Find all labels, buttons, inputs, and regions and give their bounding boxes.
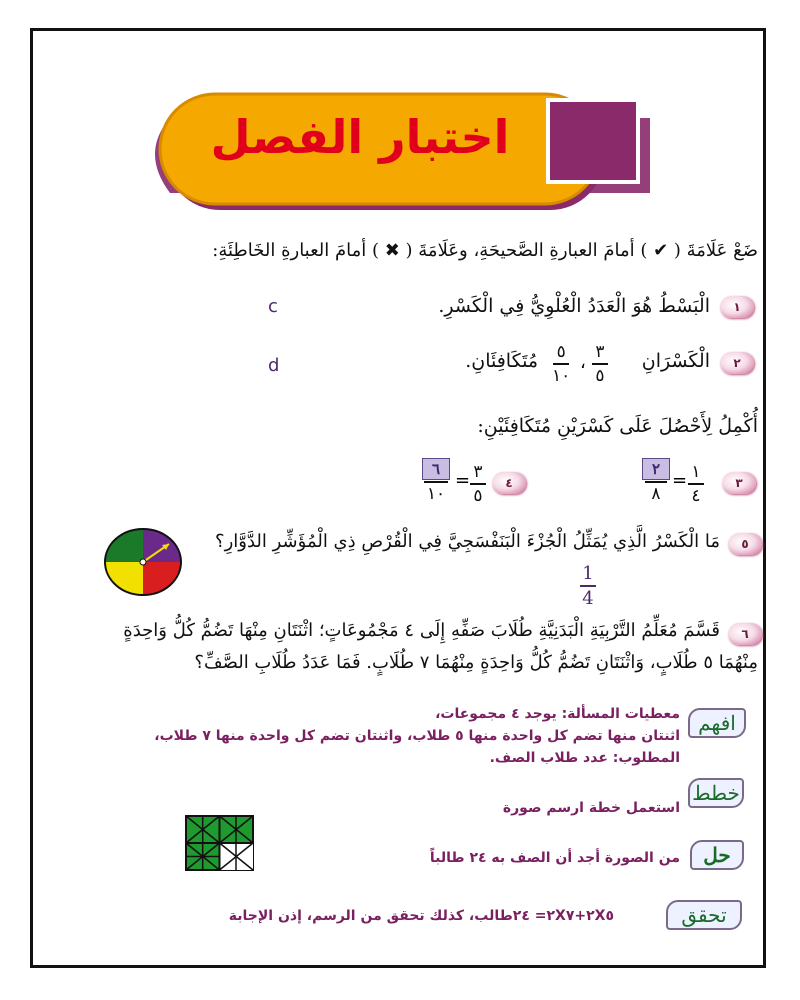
- question-4-answer-fraction: ٦ ١٠: [422, 458, 450, 504]
- question-number-5: ٥: [728, 533, 762, 555]
- question-6-line-1: قَسَّمَ مُعَلِّمُ التَّرْبِيَةِ الْبَدَنِيَّةِ طُلَابَ صَفِّهِ إِلَى ٤ مَجْمُوعَاتٍ؛ اثْنَتَانِ مِنْهَا تَضُمُّ كُلُّ وَاحِدَةٍ: [123, 620, 720, 641]
- question-2-separator: ،: [580, 352, 586, 373]
- solve-text: من الصورة أجد أن الصف به ٢٤ طالباً: [429, 850, 680, 866]
- true-false-instruction: ضَعْ عَلَامَةَ ( ✔ ) أمامَ العبارةِ الصَّحيحَةِ، وعَلَامَةَ ( ✖ ) أمامَ العبارةِ الخَاطِئَةِ:: [212, 240, 758, 261]
- banner-square: [548, 100, 638, 182]
- question-5-text: مَا الْكَسْرُ الَّذِي يُمَثِّلُ الْجُزْءَ الْبَنَفْسَجِيَّ فِي الْقُرْصِ ذِي الْمُؤَشِّرِ الدَّوَّارِ؟: [215, 531, 720, 552]
- question-2-fraction-2: ٥ ١٠: [552, 342, 571, 386]
- question-4-equals: =: [455, 470, 471, 491]
- question-4-given-fraction: ٣ ٥: [470, 462, 486, 506]
- understand-line-3: المطلوب: عدد طلاب الصف.: [489, 750, 680, 766]
- question-5-answer-fraction: 1 4: [580, 563, 596, 609]
- question-3-answer-fraction: ٢ ٨: [642, 458, 670, 504]
- plan-tag: خطط: [688, 778, 744, 808]
- question-3-equals: =: [672, 470, 688, 491]
- plan-text: استعمل خطة ارسم صورة: [502, 800, 680, 816]
- question-1-text: الْبَسْطُ هُوَ الْعَدَدُ الْعُلْوِيُّ فِي الْكَسْرِ.: [438, 295, 710, 317]
- question-2-answer: d: [268, 355, 280, 376]
- check-tag: تحقق: [666, 900, 742, 930]
- question-1-answer: c: [268, 296, 278, 317]
- understand-line-2: اثنتان منها تضم كل واحدة منها ٥ طلاب، واثنتان تضم كل واحدة منها ٧ طلاب،: [154, 728, 680, 744]
- question-number-6: ٦: [728, 623, 762, 645]
- understand-tag: افهم: [688, 708, 746, 738]
- complete-instruction: أُكْمِلُ لِأَحْصُلَ عَلَى كَسْرَيْنِ مُتَكَافِئَيْنِ:: [477, 415, 758, 437]
- understand-line-1: معطيات المسألة: يوجد ٤ مجموعات،: [435, 706, 680, 722]
- question-number-4: ٤: [492, 472, 526, 494]
- check-text: ٢X٥+٢X٧= ٢٤طالب، كذلك تحقق من الرسم، إذن الإجابة: [228, 908, 614, 924]
- question-number-3: ٣: [722, 472, 756, 494]
- question-2-fraction-1: ٣ ٥: [592, 342, 608, 386]
- question-number-2: ٢: [720, 352, 754, 374]
- question-3-given-fraction: ١ ٤: [688, 462, 704, 506]
- spinner-disc: [103, 527, 183, 597]
- question-6-line-2: مِنْهُمَا ٥ طُلَابٍ، وَاثْنَتَانِ تَضُمُّ كُلُّ وَاحِدَةٍ مِنْهُمَا ٧ طُلَابٍ. فَمَا عَدَدُ طُلَابِ الصَّفِّ؟: [194, 652, 758, 673]
- page-title: اختبار الفصل: [210, 110, 510, 164]
- question-number-1: ١: [720, 296, 754, 318]
- question-2-suffix: مُتَكَافِئَانِ.: [465, 350, 538, 372]
- student-groups-drawing: [185, 815, 255, 872]
- solve-tag: حل: [690, 840, 744, 870]
- question-2-prefix: الْكَسْرَانِ: [641, 350, 710, 372]
